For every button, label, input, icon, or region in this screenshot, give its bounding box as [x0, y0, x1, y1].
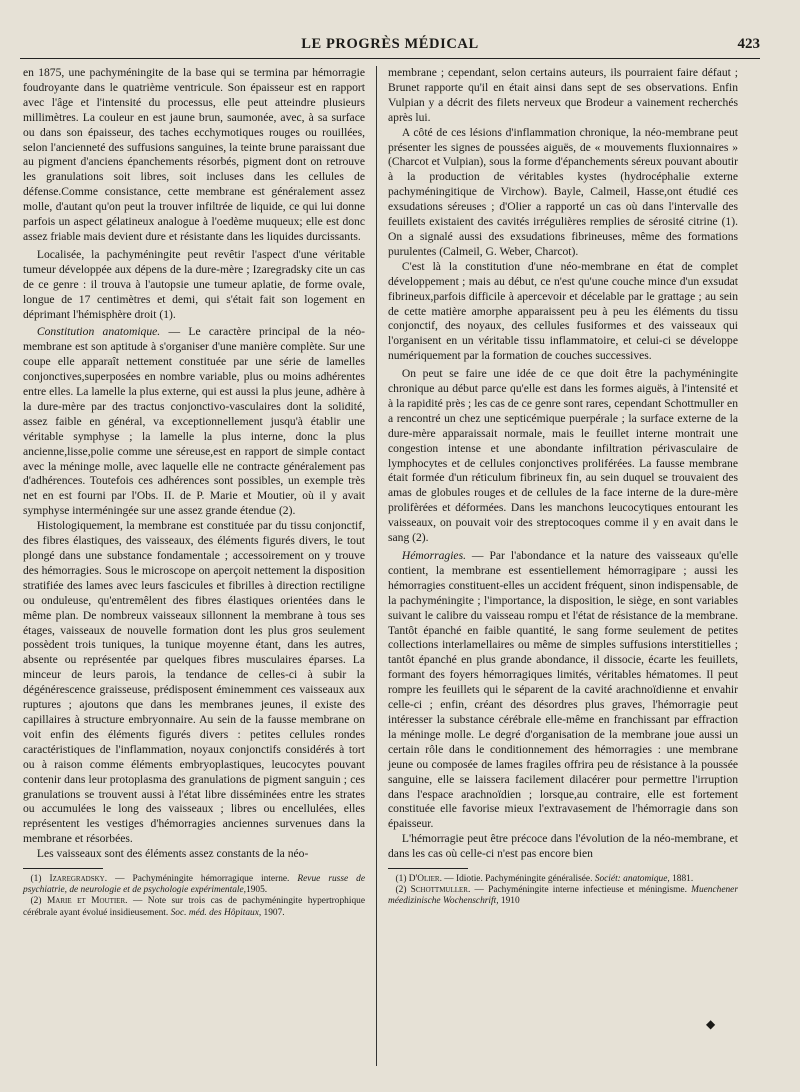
footnote-text: — Pachyméningite hémorragique interne. — [107, 874, 290, 885]
footnote-text: — Pachyméningite interne infectieuse et méningisme. — [470, 885, 687, 896]
paragraph-constitution — [23, 325, 365, 519]
left-column — [23, 66, 365, 919]
paragraph-text: — Le caractère principal de la néo-membrane est son aptitude à s'organiser d'une manière complète. Sur une coupe elle apparaît nettement constituée par une série de lamelles conjonctives,superposées en nombre variable, plus ou moins adhérentes entre elles. La lamelle la plus externe, qui est aussi la plus jeune, adhère à la dure-mère par des tractus conjonctivo-vasculaires dont la solidité, assez faible en général, va exceptionnellement jusqu'à établir une véritable symphyse ; la lamelle la plus interne, donc la plus ancienne,lisse,polie comme une séreuse,est en rapport de simple contact avec la méninge molle, avec laquelle elle ne contracte généralement pas d'adhérences. Toutefois ces adhérences sont possibles, un exemple très net en est fourni par l'Obs. II. de P. Marie et Moutier, où il y avait symphyse interméningée sur une assez grande étendue (2). — [23, 325, 366, 518]
footnote-author: Marie et Moutier. — [46, 896, 128, 907]
paragraph: A côté de ces lésions d'inflammation chronique, la néo-membrane peut présenter les signes de poussées aiguës, de « mouvements fluxionnaires » (Charcot et Vulpian), sous la forme d'épanchements séreux pouvant aboutir à la production de véritables kystes (hydrocéphalie externe pachyméningitique de Virchow). Bayle, Calmeil, Hasse,ont étudié ces exsudations séreuses ; d'Olier a rapporté un cas où dans l'intervalle des feuillets existaient des cavités irrégulières remplies de sérosité citrine (1). On a signalé aussi des exsudations fibrineuses, même des formations purulentes (Calmeil, G. Weber, Charcot). — [388, 125, 738, 258]
paragraph: Les vaisseaux sont des éléments assez constants de la néo- — [36, 847, 309, 861]
footnote-source: Soc. méd. des Hôpitaux, — [170, 907, 262, 918]
footnote-year: 1910 — [500, 896, 520, 907]
fleuron-ornament: ◆ — [706, 1017, 716, 1031]
footnote-text: — Idiotie. Pachyméningite généralisée. — [441, 874, 593, 885]
paragraph: Localisée, la pachyméningite peut revêtir l'aspect d'une véritable tumeur développée aux dépens de la dure-mère ; Izaregradsky cite un cas de ce genre : il trouva à l'autopsie une tumeur aplatie, de forme ovale, longue de 17 centimètres et demi, qui s'était fait son logement en déprimant l'hémisphère droit (1). — [23, 247, 365, 321]
footnote-author: Schottmuller. — [410, 885, 471, 896]
paragraph: On peut se faire une idée de ce que doit être la pachyméningite chronique au début parce qu'elle est dans les formes aiguës, à l'intensité et à la rapidité près ; les cas de ce genre sont rares, cependant Schottmuller en a rencontré un chez une septicémique puerpérale ; la surface externe de la dure-mère apparaissait normale, mais le feuillet interne montrait une congestion intense et une abondante infiltration périvasculaire de lymphocytes et de cellules conjonctives proliférées. La fausse membrane était formée d'un réticulum fibrineux fin, au sein duquel se trouvaient des amas de globules rouges et de cellules de la face interne de la dure-mère prolifèrées et déformées. Dans les manchons leucocytiques entourant les vaisseaux, on pouvait voir des streptocoques comme il y en avait dans le sang (2). — [388, 367, 738, 545]
journal-title: LE PROGRÈS MÉDICAL — [301, 36, 479, 52]
footnote-1: (1) Izaregradsky. — Pachyméningite hémorragique interne. Revue russe de psychiatrie, de neurologie et de psychologie expérimentale,1905. — [23, 874, 366, 896]
paragraph: membrane ; cependant, selon certains auteurs, ils pourraient faire défaut ; Brunet rapporte qu'il en était ainsi dans sept de ses observations. Enfin Vulpian y a décrit des filets nerveux que Brodeur a vainement recherchés après lui. — [388, 66, 738, 124]
section-heading: Constitution anatomique. — [36, 325, 161, 339]
paragraph: Histologiquement, la membrane est constituée par du tissu conjonctif, des fibres élastiques, des vaisseaux, des éléments figurés divers, le tout plongé dans une substance fondamentale ; accessoirement on y trouve des hémorragies. Sous le microscope on aperçoit nettement la disposition stratifiée des lames avec leurs fascicules et fibrilles à direction rectiligne ou onduleuse, qu'entremêlent des fibres élastiques orientées dans le même plan. De nombreux vaisseaux sillonnent la membrane à tous ses étages, vaisseaux de nouvelle formation dont les plus gros seulement possèdent trois tuniques, la tunique moyenne étant, dans les autres, absente ou représentée par quelques fibres musculaires éparses. La minceur de leurs parois, la tendance de celles-ci à subir la dégénérescence graisseuse, prédisposent éminemment ces vaisseaux aux ruptures ; ajoutons que dans les membranes jeunes, il existe des capillaires à structure embryonnaire. Au sein de la fausse membrane on voit enfin des éléments figurés divers : petites cellules rondes caractéristiques de l'inflammation, noyaux conjonctifs considérés à tort ou à raison comme éléments embryoplastiques, leucocytes pouvant contenir dans leur protoplasma des granulations de pigment sanguin ; ces granulations se trouvent aussi à l'état libre disséminées entre les strates ou accumulées le long des vaisseaux ; libres ou encellulées, elles représentent les vestiges d'hémorragies anciennes survenues dans la membrane et résorbées. — [23, 519, 365, 846]
page-number: 423 — [737, 36, 760, 52]
footnote-rule — [23, 868, 103, 869]
paragraph-hemorrhages — [388, 549, 738, 832]
footnote-source: Muenchener méedizinische Wochenschrift, — [388, 885, 738, 907]
section-heading: Hémorragies. — [401, 549, 466, 562]
footnote-author: Izaregradsky. — [49, 874, 108, 885]
paragraph: en 1875, une pachyméningite de la base qui se termina par hémorragie foudroyante dans le quatrième ventricule. Son épaisseur est en rapport avec l'âge et l'intensité du processus, elle peut atteindre plusieurs millimètres. La couleur en est jaune brun, saumonée, avec, à sa surface ou dans son épaisseur, des taches ecchymotiques rouges ou rouillées, selon l'ancienneté des suffusions sanguines, la teinte brune paraissant due au pigment d'anciens épanchements résorbés, pigment dont on retrouve les granulations soit libres, soit incluses dans les cellules de défense.Comme consistance, cette membrane est généralement assez molle, d'autant qu'on peut la trouver infiltrée de liquide, ce qui lui donne parfois un aspect gélatineux analogue à l'oedème muqueux; elle est donc assez friable mais devient dure et résistante dans les liquides durcissants. — [23, 66, 365, 243]
paragraph-text: — Par l'abondance et la nature des vaisseaux qu'elle contient, la membrane est essentiellement hémorragipare ; aussi les hémorragies constituent-elles un accident fréquent, sinon indispensable, de la pachyméningite ; l'importance, la disposition, le siège, en sont variables suivant le calibre du vaisseau rompu et l'état de résistance de la membrane. Tantôt épanché en faible quantité, le sang forme seulement de petites collections interlamellaires ou même de simples suffusions interstitielles ; tantôt épanché en plus grande abondance, il dissocie, écarte les feuillets, formant des foyers hémorragiques limités, véritables hématomes. Il peut rompre les feuillets qui le séparent de la cavité arachnoïdienne et envahir celle-ci ; enfin, créant des désordres plus graves, l'hémorragie peut intéresser la substance cérébrale elle-même en franchissant par effraction la méninge molle. Le degré d'organisation de la membrane joue aussi un certain rôle dans le conditionnement des hémorragies : une membrane jeune ou composée de lames fragiles offrira peu de résistance à la poussée sanguine, elle se laissera facilement dilacérer pour permettre l'irruption dans l'espace arachnoïdien ; lorsque,au contraire, elle est fortement constituée elle favorise mieux l'extravasement de l'hémorragie dans son épaisseur. — [388, 549, 738, 831]
footnote-text: — Note sur trois cas de pachyméningite hypertrophique cérébrale ayant évolué insidieusement. — [23, 896, 366, 918]
right-column — [388, 66, 738, 908]
footnote-year: 1881. — [672, 874, 694, 885]
page-header — [20, 30, 760, 59]
footnote-1: (1) D'Olier. — Idiotie. Pachyméningite généralisée. Sociét: anatomique, 1881. — [395, 874, 694, 885]
paragraph: L'hémorragie peut être précoce dans l'évolution de la néo-membrane, et dans les cas où celle-ci n'est pas encore bien — [388, 832, 738, 861]
footnote-year: 1907. — [263, 907, 285, 918]
footnote-source: Revue russe de psychiatrie, de neurologie et de psychologie expérimentale, — [23, 874, 366, 896]
footnote-2: (2) Schottmuller. — Pachyméningite interne infectieuse et méningisme. Muenchener méedizinische Wochenschrift, 1910 — [388, 885, 738, 907]
footnote-source: Sociét: anatomique, — [594, 874, 670, 885]
footnote-year: 1905. — [246, 885, 268, 896]
paragraph: C'est là la constitution d'une néo-membrane en état de complet développement ; mais au début, ce n'est qu'une couche mince d'un exsudat fibrineux,parfois difficile à apercevoir et décelable par le grattage ; au sein de cette matière amorphe apparaissent peu à peu les éléments du tissu conjonctif, des noyaux, des cellules fusiformes et des vaisseaux qui l'organisent en un véritable tissu inflammatoire, et celui-ci se développe numériquement par la formation de couches successives. — [388, 259, 738, 363]
footnote-rule — [388, 868, 468, 869]
footnote-2: (2) Marie et Moutier. — Note sur trois cas de pachyméningite hypertrophique cérébrale ayant évolué insidieusement. Soc. méd. des Hôpitaux, 1907. — [23, 896, 366, 918]
footnote-author: D'Olier. — [408, 874, 442, 885]
column-divider — [376, 66, 377, 1066]
